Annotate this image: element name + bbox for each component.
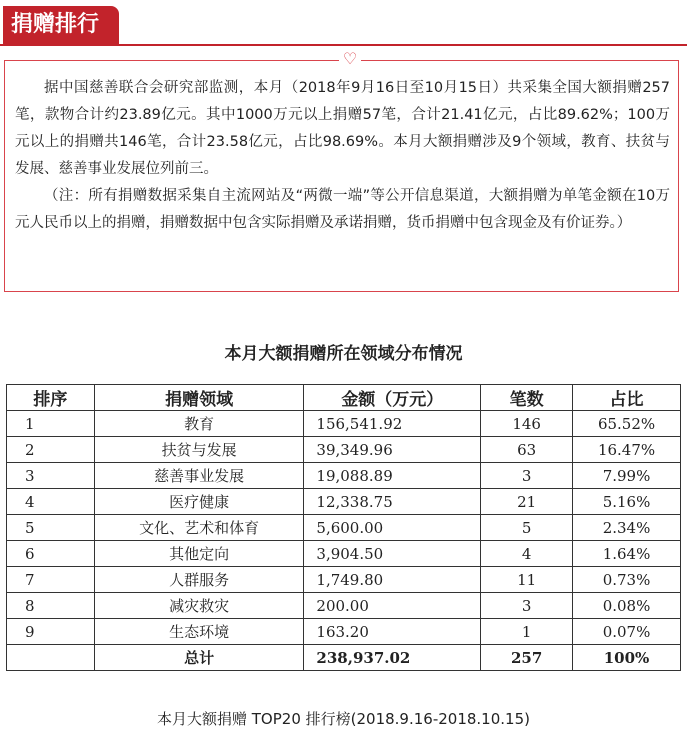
distribution-table [6,384,681,671]
rank-cell: 1 [7,411,95,437]
amount-cell: 19,088.89 [304,463,481,489]
table-row [7,593,681,619]
share-cell: 0.08% [573,593,681,619]
field-cell: 医疗健康 [94,489,304,515]
table-row [7,515,681,541]
amount-cell: 39,349.96 [304,437,481,463]
count-cell: 146 [481,411,573,437]
field-cell: 生态环境 [94,619,304,645]
amount-cell: 163.20 [304,619,481,645]
table-title: 本月大额捐赠所在领域分布情况 [224,344,463,364]
section-title: 捐赠排行 [3,6,119,44]
count-cell: 5 [481,515,573,541]
field-cell: 减灾救灾 [94,593,304,619]
count-cell: 1 [481,619,573,645]
amount-cell: 156,541.92 [304,411,481,437]
summary-box [4,49,679,292]
rank-cell: 2 [7,437,95,463]
table-row [7,567,681,593]
rank-cell [7,645,95,671]
table-row [7,541,681,567]
count-cell: 257 [481,645,573,671]
field-cell: 文化、艺术和体育 [94,515,304,541]
share-cell: 7.99% [573,463,681,489]
rank-cell: 7 [7,567,95,593]
rank-cell: 5 [7,515,95,541]
col-header-amount: 金额（万元） [304,385,481,411]
field-cell: 慈善事业发展 [94,463,304,489]
note-paragraph: （注：所有捐赠数据采集自主流网站及“两微一端”等公开信息渠道，大额捐赠为单笔金额在10万元人民币以上的捐赠，捐赠数据中包含实际捐赠及承诺捐赠，货币捐赠中包含现金及有价证券。） [15,188,670,231]
table-header-row [7,385,681,411]
amount-cell: 12,338.75 [304,489,481,515]
summary-paragraph: 据中国慈善联合会研究部监测，本月（2018年9月16日至10月15日）共采集全国大额捐赠257笔，款物合计约23.89亿元。其中1000万元以上捐赠57笔，合计21.41亿元，占比89.62%；100万元以上的捐赠共146笔，合计23.58亿元，占比98.69%。本月大额捐赠涉及9个领域，教育、扶贫与发展、慈善事业发展位列前三。 [15,80,670,177]
share-cell: 65.52% [573,411,681,437]
section-header [0,4,687,44]
field-cell: 扶贫与发展 [94,437,304,463]
top20-title: 本月大额捐赠 TOP20 排行榜(2018.9.16-2018.10.15) [157,710,530,728]
rank-cell: 8 [7,593,95,619]
table-total-row [7,645,681,671]
col-header-rank: 排序 [7,385,95,411]
count-cell: 3 [481,593,573,619]
count-cell: 4 [481,541,573,567]
count-cell: 3 [481,463,573,489]
share-cell: 0.73% [573,567,681,593]
share-cell: 1.64% [573,541,681,567]
field-cell: 人群服务 [94,567,304,593]
table-row [7,619,681,645]
amount-cell: 238,937.02 [304,645,481,671]
heart-icon: ♡ [339,49,361,69]
col-header-count: 笔数 [481,385,573,411]
share-cell: 2.34% [573,515,681,541]
count-cell: 11 [481,567,573,593]
rank-cell: 9 [7,619,95,645]
rank-cell: 6 [7,541,95,567]
share-cell: 100% [573,645,681,671]
share-cell: 5.16% [573,489,681,515]
col-header-share: 占比 [573,385,681,411]
col-header-field: 捐赠领域 [94,385,304,411]
header-divider [0,44,687,46]
amount-cell: 200.00 [304,593,481,619]
rank-cell: 4 [7,489,95,515]
table-row [7,437,681,463]
count-cell: 63 [481,437,573,463]
amount-cell: 5,600.00 [304,515,481,541]
share-cell: 0.07% [573,619,681,645]
amount-cell: 1,749.80 [304,567,481,593]
field-cell: 总计 [94,645,304,671]
field-cell: 其他定向 [94,541,304,567]
table-row [7,463,681,489]
amount-cell: 3,904.50 [304,541,481,567]
field-cell: 教育 [94,411,304,437]
count-cell: 21 [481,489,573,515]
table-row [7,411,681,437]
table-row [7,489,681,515]
summary-text [15,75,670,237]
rank-cell: 3 [7,463,95,489]
share-cell: 16.47% [573,437,681,463]
